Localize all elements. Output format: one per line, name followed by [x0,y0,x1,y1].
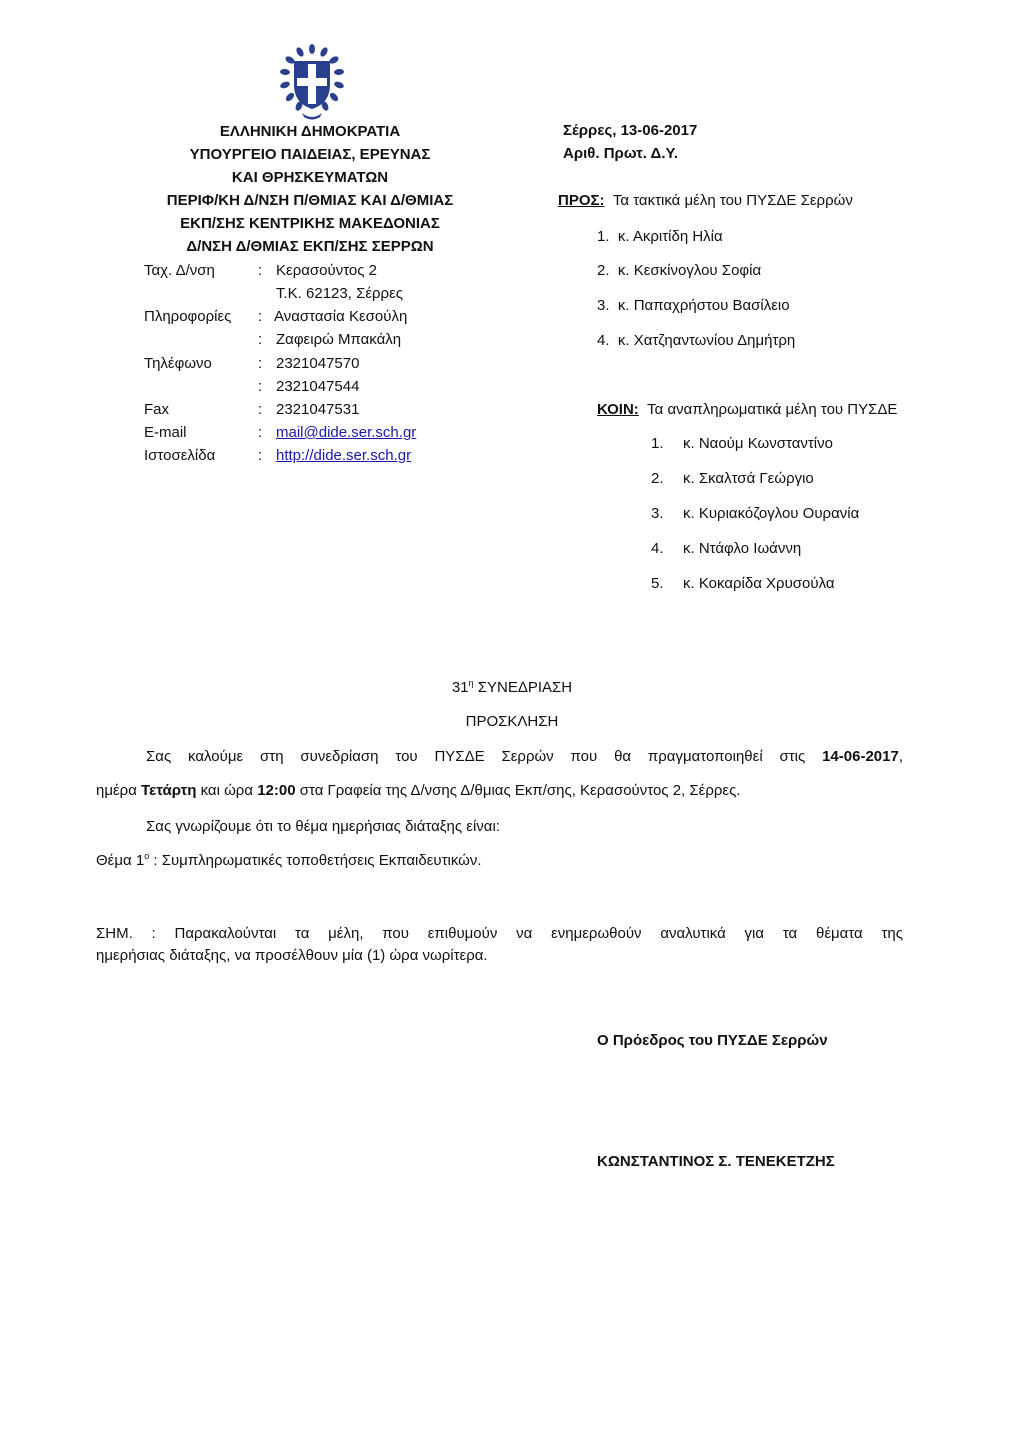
address-line2: Τ.Κ. 62123, Σέρρες [276,285,404,302]
cc-label: ΚΟΙΝ: [597,401,639,418]
list-item: 1. κ. Ακριτίδη Ηλία [597,228,723,245]
header-line: ΚΑΙ ΘΡΗΣΚΕΥΜΑΤΩΝ [231,169,389,186]
invitation-paragraph-line1: Σας καλούμε στη συνεδρίαση του ΠΥΣΔΕ Σερρών που θα πραγματοποιηθεί στις 14-06-2017, [146,748,903,765]
header-line: ΕΚΠ/ΣΗΣ ΚΕΝΤΡΙΚΗΣ ΜΑΚΕΔΟΝΙΑΣ [180,215,440,232]
info-row-2 [144,328,401,351]
to-label: ΠΡΟΣ: [558,192,605,209]
meeting-time: 12:00 [257,782,296,799]
email-label: E-mail [144,424,187,441]
signature-title: Ο Πρόεδρος του ΠΥΣΔΕ Σερρών [597,1032,828,1049]
issuer-header [130,120,490,258]
list-item: 1. κ. Ναούμ Κωνσταντίνο [651,435,833,452]
email-row [144,421,416,444]
header-line: ΥΠΟΥΡΓΕΙΟ ΠΑΙΔΕΙΑΣ, ΕΡΕΥΝΑΣ [189,146,431,163]
colon: : [258,378,263,395]
list-item: 2. κ. Σκαλτσά Γεώργιο [651,470,814,487]
meeting-date: 14-06-2017 [822,748,899,765]
colon: : [258,447,263,464]
header-line: ΕΛΛΗΝΙΚΗ ΔΗΜΟΚΡΑΤΙΑ [219,123,401,140]
colon: : [258,262,263,279]
invitation-title: ΠΡΟΣΚΛΗΣΗ [465,713,559,730]
list-item: 3. κ. Κυριακόζογλου Ουρανία [651,505,860,522]
list-item: 3. κ. Παπαχρήστου Βασίλειο [597,297,790,314]
invitation-paragraph-line2: ημέρα Τετάρτη και ώρα 12:00 στα Γραφεία της Δ/νσης Δ/θμιας Εκπ/σης, Κερασούντος 2, Σέρρες. [96,782,741,799]
protocol-number: Αριθ. Πρωτ. Δ.Υ. [563,145,679,162]
web-row [144,444,411,467]
web-label: Ιστοσελίδα [144,447,216,464]
cc-text: Τα αναπληρωματικά μέλη του ΠΥΣΔΕ [647,401,898,418]
to-recipients-line [558,192,853,209]
colon: : [258,355,263,372]
note-line2: ημερήσιας διάταξης, να προσέλθουν μία (1) ώρα νωρίτερα. [96,947,488,964]
session-title: $31^\eta$ ΣΥΝΕΔΡΙΑΣΗ [451,678,573,696]
info-label: Πληροφορίες [144,308,232,325]
phone-label: Τηλέφωνο [144,355,212,372]
document-date: Σέρρες, 13-06-2017 [563,122,698,139]
header-line: Δ/ΝΣΗ Δ/ΘΜΙΑΣ ΕΚΠ/ΣΗΣ ΣΕΡΡΩΝ [186,238,434,255]
website-link[interactable]: http://dide.ser.sch.gr [276,447,412,464]
colon: : [258,331,263,348]
list-item: 4. κ. Χατζηαντωνίου Δημήτρη [597,332,796,349]
fax-number: 2321047531 [276,401,360,418]
to-text: Τα τακτικά μέλη του ΠΥΣΔΕ Σερρών [612,192,853,209]
list-item: 4. κ. Ντάφλο Ιωάννη [651,540,802,557]
list-item: 2. κ. Κεσκίνογλου Σοφία [597,262,762,279]
meeting-day: Τετάρτη [141,782,197,799]
signature-name: ΚΩΝΣΤΑΝΤΙΝΟΣ Σ. ΤΕΝΕΚΕΤΖΗΣ [597,1153,835,1170]
agenda-intro: Σας γνωρίζουμε ότι το θέμα ημερήσιας διάταξης είναι: [146,818,500,835]
info-name2: Ζαφειρώ Μπακάλη [276,331,402,348]
header-line: ΠΕΡΙΦ/ΚΗ Δ/ΝΣΗ Π/ΘΜΙΑΣ ΚΑΙ Δ/ΘΜΙΑΣ [166,192,454,209]
fax-label: Fax [144,401,170,418]
cc-recipients-line [597,401,897,418]
phone-row [144,352,359,375]
info-row [144,305,407,328]
agenda-topic: Θέμα $1^o$ : Συμπληρωματικές τοποθετήσεις Εκπαιδευτικών. [96,851,482,869]
greek-coat-of-arms-emblem [272,43,352,123]
note-line1: ΣΗΜ. : Παρακαλούνται τα μέλη, που επιθυμούν να ενημερωθούν αναλυτικά για τα θέματα της [96,925,903,942]
phone2: 2321047544 [276,378,360,395]
phone1: 2321047570 [276,355,360,372]
address-label: Ταχ. Δ/νση [144,262,215,279]
colon: : [258,401,263,418]
colon: : [258,424,263,441]
address-row [144,259,377,282]
email-link[interactable]: mail@dide.ser.sch.gr [276,424,417,441]
info-name1: Αναστασία Κεσούλη [274,308,408,325]
address-line1: Κερασούντος 2 [276,262,377,279]
colon: : [258,308,263,325]
list-item: 5. κ. Κοκαρίδα Χρυσούλα [651,575,835,592]
fax-row [144,398,359,421]
phone-row-2 [144,375,359,398]
